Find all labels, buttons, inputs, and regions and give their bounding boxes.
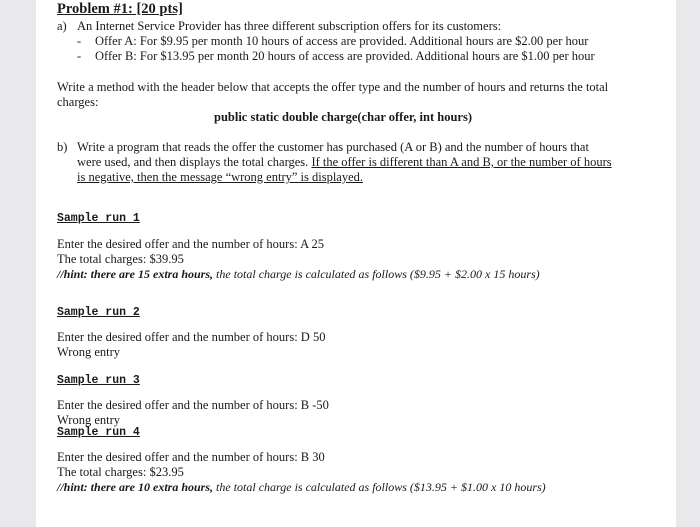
part-a-label: a) [57,19,67,33]
sample-run-2-prompt: Enter the desired offer and the number of hours: D 50 [57,330,326,344]
offer-b-text: Offer B: For $13.95 per month 20 hours of access are provided. Additional hours are $1.00 per hour [95,49,595,63]
sample-run-1-hint-rest: the total charge is calculated as follows ($9.95 + $2.00 x 15 hours) [213,267,540,281]
sample-run-4-hint [57,480,546,495]
part-b-line2-plain: were used, and then displays the total charges. [77,155,312,169]
part-b-line1: Write a program that reads the offer the customer has purchased (A or B) and the number of hours that [77,140,589,154]
part-b-label: b) [57,140,68,154]
sample-run-3-title: Sample run 3 [57,374,140,387]
sample-run-1-output: The total charges: $39.95 [57,252,184,266]
sample-run-4-hint-bold: //hint: there are 10 extra hours, [57,480,214,494]
sample-run-4-output: The total charges: $23.95 [57,465,184,479]
sample-run-1-hint-bold: //hint: there are 15 extra hours, [57,267,214,281]
sample-run-4-hint-rest: the total charge is calculated as follows ($13.95 + $1.00 x 10 hours) [213,480,546,494]
sample-run-1-prompt: Enter the desired offer and the number of hours: A 25 [57,237,325,251]
method-header: public static double charge(char offer, int hours) [214,110,472,124]
part-b-line2 [77,155,612,170]
offer-a-bullet: - [77,34,82,48]
part-a-intro: An Internet Service Provider has three different subscription offers for its customers: [77,19,502,33]
sample-run-2-title: Sample run 2 [57,306,140,319]
sample-run-4-prompt: Enter the desired offer and the number of hours: B 30 [57,450,325,464]
sample-run-4-title: Sample run 4 [57,426,140,439]
sample-run-3-output: Wrong entry [57,413,121,427]
document-page [36,0,676,527]
sample-run-3-prompt: Enter the desired offer and the number of hours: B -50 [57,398,329,412]
offer-b-bullet: - [77,49,82,63]
part-b-line2-underlined: If the offer is different than A and B, or the number of hours [311,155,612,169]
part-a-task-line2: charges: [57,95,99,109]
problem-title: Problem #1: [20 pts] [57,1,183,17]
offer-a-text: Offer A: For $9.95 per month 10 hours of access are provided. Additional hours are $2.00 per hour [95,34,589,48]
sample-run-1-hint [57,267,540,282]
sample-run-2-output: Wrong entry [57,345,121,359]
sample-run-1-title: Sample run 1 [57,212,140,225]
part-a-task-line1: Write a method with the header below that accepts the offer type and the number of hours and returns the total [57,80,609,94]
part-b-line3: is negative, then the message “wrong entry” is displayed. [77,170,364,184]
